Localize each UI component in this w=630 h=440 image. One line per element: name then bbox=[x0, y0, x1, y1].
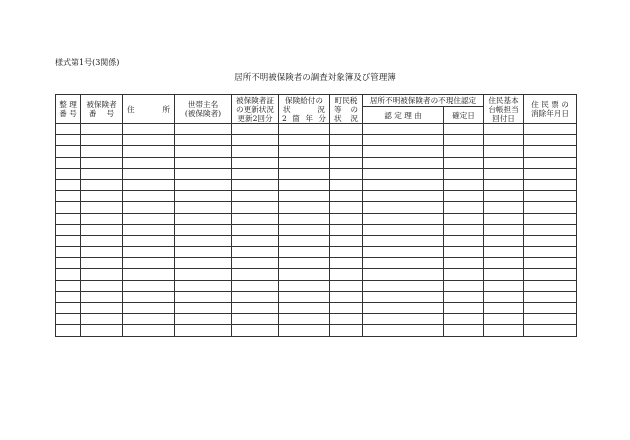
blank-cell bbox=[444, 325, 484, 336]
blank-cell bbox=[232, 291, 279, 302]
blank-cell bbox=[123, 247, 175, 258]
blank-cell bbox=[330, 146, 363, 157]
blank-cell bbox=[524, 135, 577, 146]
header-jumin-kihon-daicho: 住民基本 台帳担当 回付日 bbox=[484, 95, 524, 124]
table-row bbox=[56, 325, 577, 336]
blank-cell bbox=[279, 291, 330, 302]
blank-cell bbox=[444, 247, 484, 258]
blank-cell bbox=[444, 269, 484, 280]
blank-cell bbox=[363, 258, 444, 269]
blank-cell bbox=[56, 303, 81, 314]
blank-cell bbox=[484, 303, 524, 314]
blank-cell bbox=[81, 235, 123, 246]
blank-cell bbox=[484, 258, 524, 269]
blank-cell bbox=[56, 291, 81, 302]
blank-cell bbox=[232, 224, 279, 235]
header-jusho: 住 所 bbox=[123, 95, 175, 124]
header-setainushi: 世帯主名 (被保険者) bbox=[175, 95, 232, 124]
blank-cell bbox=[56, 314, 81, 325]
blank-cell bbox=[330, 202, 363, 213]
blank-cell bbox=[363, 247, 444, 258]
blank-cell bbox=[56, 191, 81, 202]
blank-cell bbox=[175, 280, 232, 291]
blank-cell bbox=[444, 314, 484, 325]
header-fugenju-nintei: 居所不明被保険者の不現住認定 bbox=[363, 95, 484, 107]
blank-cell bbox=[279, 235, 330, 246]
blank-cell bbox=[56, 124, 81, 135]
header-hihokensha-bango: 被保険者 番 号 bbox=[81, 95, 123, 124]
blank-cell bbox=[123, 303, 175, 314]
blank-cell bbox=[123, 325, 175, 336]
table-row bbox=[56, 124, 577, 135]
blank-cell bbox=[175, 303, 232, 314]
blank-cell bbox=[330, 303, 363, 314]
blank-cell bbox=[330, 247, 363, 258]
blank-cell bbox=[484, 135, 524, 146]
blank-cell bbox=[232, 280, 279, 291]
blank-cell bbox=[232, 247, 279, 258]
blank-cell bbox=[123, 280, 175, 291]
blank-cell bbox=[81, 269, 123, 280]
blank-cell bbox=[279, 258, 330, 269]
blank-cell bbox=[524, 325, 577, 336]
blank-cell bbox=[484, 280, 524, 291]
blank-cell bbox=[123, 291, 175, 302]
blank-cell bbox=[484, 314, 524, 325]
table-row bbox=[56, 235, 577, 246]
table-row bbox=[56, 269, 577, 280]
blank-cell bbox=[123, 157, 175, 168]
blank-cell bbox=[524, 124, 577, 135]
blank-cell bbox=[175, 202, 232, 213]
blank-cell bbox=[56, 202, 81, 213]
blank-cell bbox=[330, 124, 363, 135]
blank-cell bbox=[81, 314, 123, 325]
blank-cell bbox=[279, 179, 330, 190]
blank-cell bbox=[232, 303, 279, 314]
blank-cell bbox=[175, 269, 232, 280]
blank-cell bbox=[123, 135, 175, 146]
blank-cell bbox=[81, 168, 123, 179]
blank-cell bbox=[484, 179, 524, 190]
blank-cell bbox=[279, 213, 330, 224]
blank-cell bbox=[484, 247, 524, 258]
blank-cell bbox=[123, 191, 175, 202]
blank-cell bbox=[232, 213, 279, 224]
blank-cell bbox=[524, 314, 577, 325]
blank-cell bbox=[56, 247, 81, 258]
blank-cell bbox=[330, 179, 363, 190]
blank-cell bbox=[279, 202, 330, 213]
blank-cell bbox=[524, 303, 577, 314]
blank-cell bbox=[363, 224, 444, 235]
blank-cell bbox=[123, 124, 175, 135]
blank-cell bbox=[524, 280, 577, 291]
form-title: 居所不明被保険者の調査対象簿及び管理簿 bbox=[234, 73, 396, 83]
blank-cell bbox=[232, 124, 279, 135]
blank-cell bbox=[444, 235, 484, 246]
blank-cell bbox=[81, 280, 123, 291]
blank-cell bbox=[56, 135, 81, 146]
blank-cell bbox=[81, 247, 123, 258]
blank-cell bbox=[123, 235, 175, 246]
blank-cell bbox=[363, 291, 444, 302]
blank-cell bbox=[175, 325, 232, 336]
blank-cell bbox=[175, 124, 232, 135]
blank-cell bbox=[56, 224, 81, 235]
blank-cell bbox=[232, 314, 279, 325]
table-row bbox=[56, 146, 577, 157]
blank-cell bbox=[524, 213, 577, 224]
blank-cell bbox=[484, 124, 524, 135]
blank-cell bbox=[56, 179, 81, 190]
blank-cell bbox=[123, 146, 175, 157]
blank-cell bbox=[444, 191, 484, 202]
blank-cell bbox=[330, 135, 363, 146]
blank-cell bbox=[484, 213, 524, 224]
blank-cell bbox=[56, 235, 81, 246]
blank-cell bbox=[279, 146, 330, 157]
blank-cell bbox=[444, 224, 484, 235]
blank-cell bbox=[363, 235, 444, 246]
blank-cell bbox=[330, 224, 363, 235]
header-hoken-kyufu: 保険給付の 状 況 2 箇 年 分 bbox=[279, 95, 330, 124]
blank-cell bbox=[444, 291, 484, 302]
blank-cell bbox=[279, 269, 330, 280]
blank-cell bbox=[363, 314, 444, 325]
table-row bbox=[56, 135, 577, 146]
header-seiri-bango: 整 理 番 号 bbox=[56, 95, 81, 124]
blank-cell bbox=[484, 291, 524, 302]
blank-cell bbox=[330, 168, 363, 179]
blank-cell bbox=[484, 235, 524, 246]
blank-cell bbox=[279, 124, 330, 135]
blank-cell bbox=[175, 135, 232, 146]
blank-cell bbox=[56, 168, 81, 179]
blank-cell bbox=[330, 191, 363, 202]
blank-cell bbox=[232, 258, 279, 269]
blank-cell bbox=[524, 269, 577, 280]
blank-cell bbox=[363, 124, 444, 135]
blank-cell bbox=[232, 179, 279, 190]
blank-cell bbox=[123, 179, 175, 190]
blank-cell bbox=[279, 157, 330, 168]
blank-cell bbox=[524, 224, 577, 235]
blank-cell bbox=[330, 280, 363, 291]
blank-cell bbox=[175, 157, 232, 168]
blank-cell bbox=[81, 124, 123, 135]
blank-cell bbox=[444, 168, 484, 179]
blank-cell bbox=[330, 157, 363, 168]
blank-cell bbox=[123, 258, 175, 269]
blank-cell bbox=[232, 191, 279, 202]
blank-cell bbox=[444, 303, 484, 314]
blank-cell bbox=[484, 269, 524, 280]
blank-cell bbox=[524, 157, 577, 168]
blank-cell bbox=[81, 291, 123, 302]
blank-cell bbox=[81, 213, 123, 224]
blank-cell bbox=[56, 213, 81, 224]
table-row bbox=[56, 258, 577, 269]
blank-cell bbox=[363, 303, 444, 314]
blank-cell bbox=[123, 168, 175, 179]
blank-cell bbox=[56, 258, 81, 269]
blank-cell bbox=[484, 157, 524, 168]
blank-cell bbox=[524, 235, 577, 246]
blank-cell bbox=[444, 280, 484, 291]
blank-cell bbox=[330, 258, 363, 269]
table-row bbox=[56, 303, 577, 314]
table-row bbox=[56, 191, 577, 202]
table-row bbox=[56, 247, 577, 258]
blank-cell bbox=[81, 191, 123, 202]
blank-cell bbox=[444, 124, 484, 135]
table-row bbox=[56, 202, 577, 213]
blank-cell bbox=[232, 235, 279, 246]
blank-cell bbox=[444, 213, 484, 224]
blank-cell bbox=[56, 280, 81, 291]
blank-cell bbox=[524, 247, 577, 258]
blank-cell bbox=[524, 202, 577, 213]
blank-cell bbox=[279, 303, 330, 314]
blank-cell bbox=[232, 269, 279, 280]
table-row bbox=[56, 179, 577, 190]
blank-cell bbox=[56, 325, 81, 336]
header-kakutei-bi: 確定日 bbox=[444, 107, 484, 124]
blank-cell bbox=[444, 146, 484, 157]
blank-cell bbox=[175, 235, 232, 246]
table-row bbox=[56, 224, 577, 235]
blank-cell bbox=[81, 224, 123, 235]
blank-cell bbox=[524, 146, 577, 157]
header-nintei-riyu: 認 定 理 由 bbox=[363, 107, 444, 124]
blank-cell bbox=[56, 157, 81, 168]
blank-cell bbox=[484, 325, 524, 336]
blank-cell bbox=[232, 168, 279, 179]
blank-cell bbox=[484, 146, 524, 157]
blank-cell bbox=[175, 224, 232, 235]
blank-cell bbox=[81, 202, 123, 213]
blank-cell bbox=[81, 146, 123, 157]
blank-cell bbox=[279, 325, 330, 336]
blank-cell bbox=[330, 314, 363, 325]
table-row bbox=[56, 280, 577, 291]
blank-cell bbox=[330, 213, 363, 224]
blank-cell bbox=[232, 325, 279, 336]
blank-cell bbox=[175, 179, 232, 190]
blank-cell bbox=[175, 146, 232, 157]
blank-cell bbox=[363, 280, 444, 291]
blank-cell bbox=[81, 303, 123, 314]
blank-cell bbox=[363, 202, 444, 213]
blank-cell bbox=[175, 291, 232, 302]
blank-cell bbox=[123, 314, 175, 325]
blank-cell bbox=[279, 191, 330, 202]
blank-cell bbox=[524, 179, 577, 190]
blank-cell bbox=[363, 191, 444, 202]
blank-cell bbox=[175, 258, 232, 269]
blank-cell bbox=[484, 191, 524, 202]
blank-cell bbox=[175, 213, 232, 224]
table-row bbox=[56, 213, 577, 224]
header-chominzei: 町民税 等 の 状 況 bbox=[330, 95, 363, 124]
blank-cell bbox=[56, 146, 81, 157]
blank-cell bbox=[363, 213, 444, 224]
blank-cell bbox=[81, 179, 123, 190]
blank-cell bbox=[484, 202, 524, 213]
table-row bbox=[56, 157, 577, 168]
blank-cell bbox=[279, 224, 330, 235]
blank-cell bbox=[175, 191, 232, 202]
blank-cell bbox=[56, 269, 81, 280]
blank-cell bbox=[175, 314, 232, 325]
table-row bbox=[56, 168, 577, 179]
header-koshin-jokyo: 被保険者証 の更新状況 更新2回分 bbox=[232, 95, 279, 124]
blank-cell bbox=[81, 325, 123, 336]
header-shojo-nengappi: 住 民 票 の 消除年月日 bbox=[524, 95, 577, 124]
blank-cell bbox=[524, 291, 577, 302]
blank-cell bbox=[444, 135, 484, 146]
blank-cell bbox=[330, 291, 363, 302]
blank-cell bbox=[444, 179, 484, 190]
blank-cell bbox=[232, 135, 279, 146]
blank-cell bbox=[330, 325, 363, 336]
table-row bbox=[56, 314, 577, 325]
blank-cell bbox=[123, 213, 175, 224]
blank-cell bbox=[484, 168, 524, 179]
blank-cell bbox=[232, 146, 279, 157]
register-table bbox=[55, 94, 577, 337]
blank-cell bbox=[524, 191, 577, 202]
blank-cell bbox=[279, 280, 330, 291]
blank-cell bbox=[279, 247, 330, 258]
blank-cell bbox=[524, 168, 577, 179]
blank-cell bbox=[363, 325, 444, 336]
blank-cell bbox=[81, 157, 123, 168]
blank-cell bbox=[363, 179, 444, 190]
blank-cell bbox=[123, 224, 175, 235]
blank-cell bbox=[363, 157, 444, 168]
blank-cell bbox=[363, 269, 444, 280]
blank-cell bbox=[279, 135, 330, 146]
blank-cell bbox=[175, 168, 232, 179]
blank-cell bbox=[330, 269, 363, 280]
blank-cell bbox=[363, 168, 444, 179]
blank-cell bbox=[484, 224, 524, 235]
blank-cell bbox=[363, 135, 444, 146]
blank-cell bbox=[175, 247, 232, 258]
blank-cell bbox=[81, 258, 123, 269]
blank-cell bbox=[123, 269, 175, 280]
blank-cell bbox=[279, 168, 330, 179]
blank-cell bbox=[444, 258, 484, 269]
blank-cell bbox=[444, 157, 484, 168]
blank-cell bbox=[330, 235, 363, 246]
blank-cell bbox=[232, 202, 279, 213]
blank-cell bbox=[123, 202, 175, 213]
table-row bbox=[56, 291, 577, 302]
blank-cell bbox=[279, 314, 330, 325]
blank-cell bbox=[363, 146, 444, 157]
blank-cell bbox=[232, 157, 279, 168]
register-body bbox=[56, 124, 577, 337]
form-number: 様式第1号(3関係) bbox=[55, 58, 120, 67]
blank-cell bbox=[524, 258, 577, 269]
blank-cell bbox=[81, 135, 123, 146]
blank-cell bbox=[444, 202, 484, 213]
